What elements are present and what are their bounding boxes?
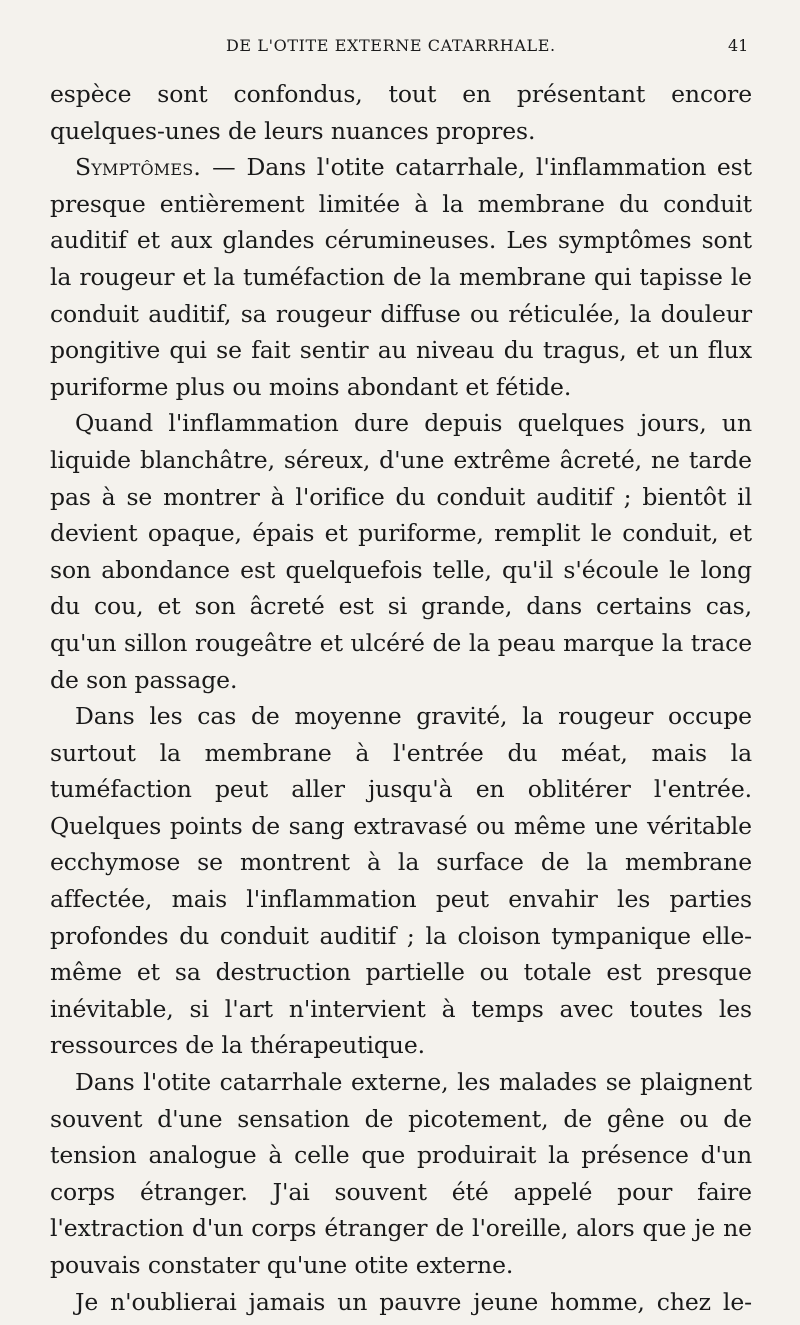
paragraph-text: Je n'oublierai jamais un pauvre jeune homme, chez le- <box>75 1287 752 1316</box>
paragraph-moyenne-gravite <box>50 698 752 1064</box>
paragraph-inflammation <box>50 405 752 698</box>
paragraph-text: Dans l'otite catarrhale, l'inflammation est presque entièrement limitée à la membrane du conduit auditif et aux glandes cérumineuses. Les symptômes sont la rougeur et la tuméfaction de la membrane qui tapisse le conduit auditif, sa rougeur diffuse ou réticulée, la douleur pongitive qui se fait sentir au niveau du tragus, et un flux puriforme plus ou moins abondant et fétide. <box>50 153 752 401</box>
paragraph-otite-catarrhale-externe <box>50 1064 752 1284</box>
paragraph-symptomes <box>50 149 752 405</box>
paragraph-jeune-homme <box>50 1284 752 1321</box>
section-label-symptomes: Symptômes. — <box>75 153 236 182</box>
running-head <box>0 36 800 60</box>
body-text <box>50 76 752 1320</box>
paragraph-text: Quand l'inflammation dure depuis quelques jours, un liquide blanchâtre, séreux, d'une extrême âcreté, ne tarde pas à se montrer à l'orifice du conduit auditif ; bientôt il devient opaque, épais et puriforme, remplit le conduit, et son abondance est quelquefois telle, qu'il s'écoule le long du cou, et son âcreté est si grande, dans certains cas, qu'un sillon rougeâtre et ulcéré de la peau marque la trace de son passage. <box>50 409 752 694</box>
paragraph-text: Dans l'otite catarrhale externe, les malades se plaignent souvent d'une sensation de picotement, de gêne ou de tension analogue à celle que produirait la présence d'un corps étranger. J'ai souvent été appelé pour faire l'extraction d'un corps étranger de l'oreille, alors que je ne pouvais constater qu'une otite externe. <box>50 1068 752 1279</box>
page-number: 41 <box>728 36 749 55</box>
paragraph-continuation <box>50 76 752 149</box>
paragraph-text: Dans les cas de moyenne gravité, la rougeur occupe surtout la membrane à l'entrée du méat, mais la tuméfaction peut aller jusqu'à en oblitérer l'entrée. Quelques points de sang extravasé ou même une véritable ecchymose se montrent à la surface de la membrane affectée, mais l'inflammation peut envahir les parties profondes du conduit auditif ; la cloison tympanique elle-même et sa destruction partielle ou totale est presque inévitable, si l'art n'intervient à temps avec toutes les ressources de la thérapeutique. <box>50 702 752 1060</box>
running-title: DE L'OTITE EXTERNE CATARRHALE. <box>226 36 556 55</box>
paragraph-text: espèce sont confondus, tout en présentant encore quelques-unes de leurs nuances propres. <box>50 80 752 145</box>
